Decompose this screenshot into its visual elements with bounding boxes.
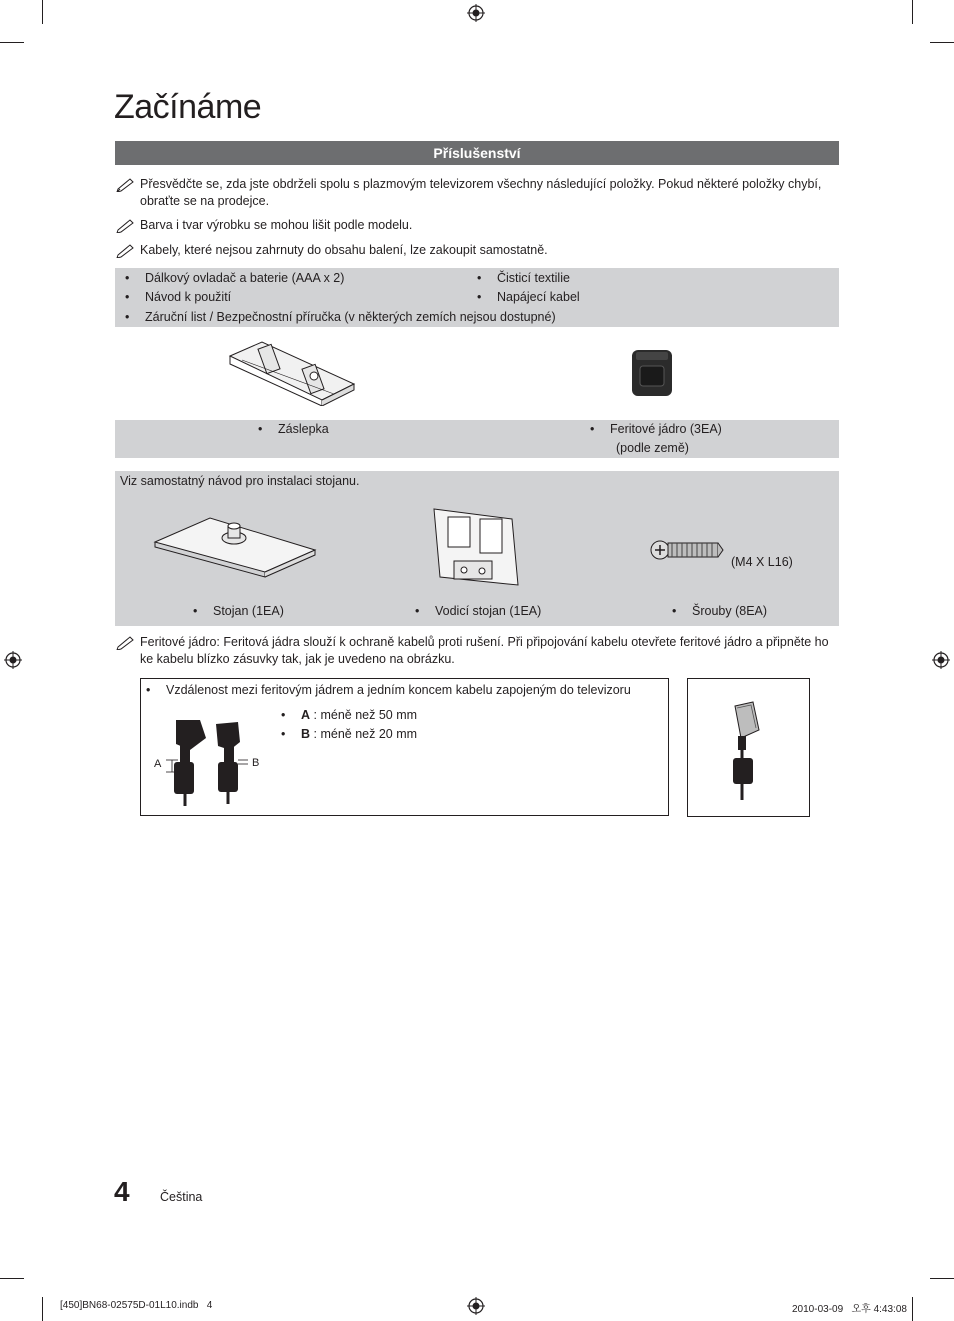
scart-plug-illustration bbox=[725, 700, 765, 804]
crop-mark bbox=[0, 42, 24, 43]
crop-mark bbox=[42, 0, 43, 24]
page-title: Začínáme bbox=[114, 88, 262, 126]
ferrite-note: (podle země) bbox=[616, 441, 689, 455]
note-items-check bbox=[116, 176, 836, 210]
b-value: : méně než 20 mm bbox=[310, 727, 418, 741]
note-ferrite bbox=[116, 634, 841, 668]
note-text: Přesvědčte se, zda jste obdrželi spolu s plazmovým televizorem všechny následující položky. Pokud některé položky chybí, obraťte se na prodejce. bbox=[140, 177, 822, 208]
note-color-shape bbox=[116, 217, 836, 234]
registration-mark-icon bbox=[932, 651, 950, 669]
crop-mark bbox=[912, 0, 913, 24]
registration-mark-icon bbox=[467, 1297, 485, 1315]
note-pencil-icon bbox=[116, 217, 136, 233]
crop-mark bbox=[912, 1297, 913, 1321]
footer-file: [450]BN68-02575D-01L10.indb 4 bbox=[60, 1300, 213, 1311]
label-a: A bbox=[154, 758, 162, 770]
screw-illustration bbox=[650, 531, 724, 569]
note-pencil-icon bbox=[116, 634, 136, 650]
crop-mark bbox=[42, 1297, 43, 1321]
ferrite-core-illustration bbox=[630, 348, 674, 398]
items-label-box bbox=[115, 420, 839, 458]
guide-stand-illustration bbox=[428, 505, 522, 589]
label-b: B bbox=[252, 757, 260, 769]
stand-illustration bbox=[150, 512, 320, 578]
note-pencil-icon bbox=[116, 242, 136, 258]
note-pencil-icon bbox=[116, 176, 136, 192]
crop-mark bbox=[930, 42, 954, 43]
crop-mark bbox=[0, 1278, 24, 1279]
note-text: Barva i tvar výrobku se mohou lišit podle modelu. bbox=[140, 218, 413, 232]
stand-intro: Viz samostatný návod pro instalaci stojanu. bbox=[120, 474, 360, 488]
note-text: Kabely, které nejsou zahrnuty do obsahu balení, lze zakoupit samostatně. bbox=[140, 243, 548, 257]
registration-mark-icon bbox=[467, 4, 485, 22]
footer-datetime: 2010-03-09 오후 4:43:08 bbox=[792, 1304, 907, 1315]
a-value: : méně než 50 mm bbox=[310, 708, 418, 722]
crop-mark bbox=[930, 1278, 954, 1279]
b-key: B bbox=[301, 727, 311, 741]
a-key: A bbox=[301, 708, 311, 722]
note-cables bbox=[116, 242, 836, 259]
screw-size: (M4 X L16) bbox=[731, 555, 793, 569]
page-number: 4 bbox=[114, 1176, 130, 1207]
page-language: Čeština bbox=[160, 1190, 203, 1204]
registration-mark-icon bbox=[4, 651, 22, 669]
note-text: Feritové jádro: Feritová jádra slouží k ochraně kabelů proti rušení. Při připojování kabelu otevřete feritové jádro a připněte ho ke kabelu blízko zásuvky tak, jak je uvedeno na obrázku. bbox=[140, 635, 829, 666]
section-title: Příslušenství bbox=[115, 141, 839, 165]
cover-bracket-illustration bbox=[222, 336, 362, 406]
